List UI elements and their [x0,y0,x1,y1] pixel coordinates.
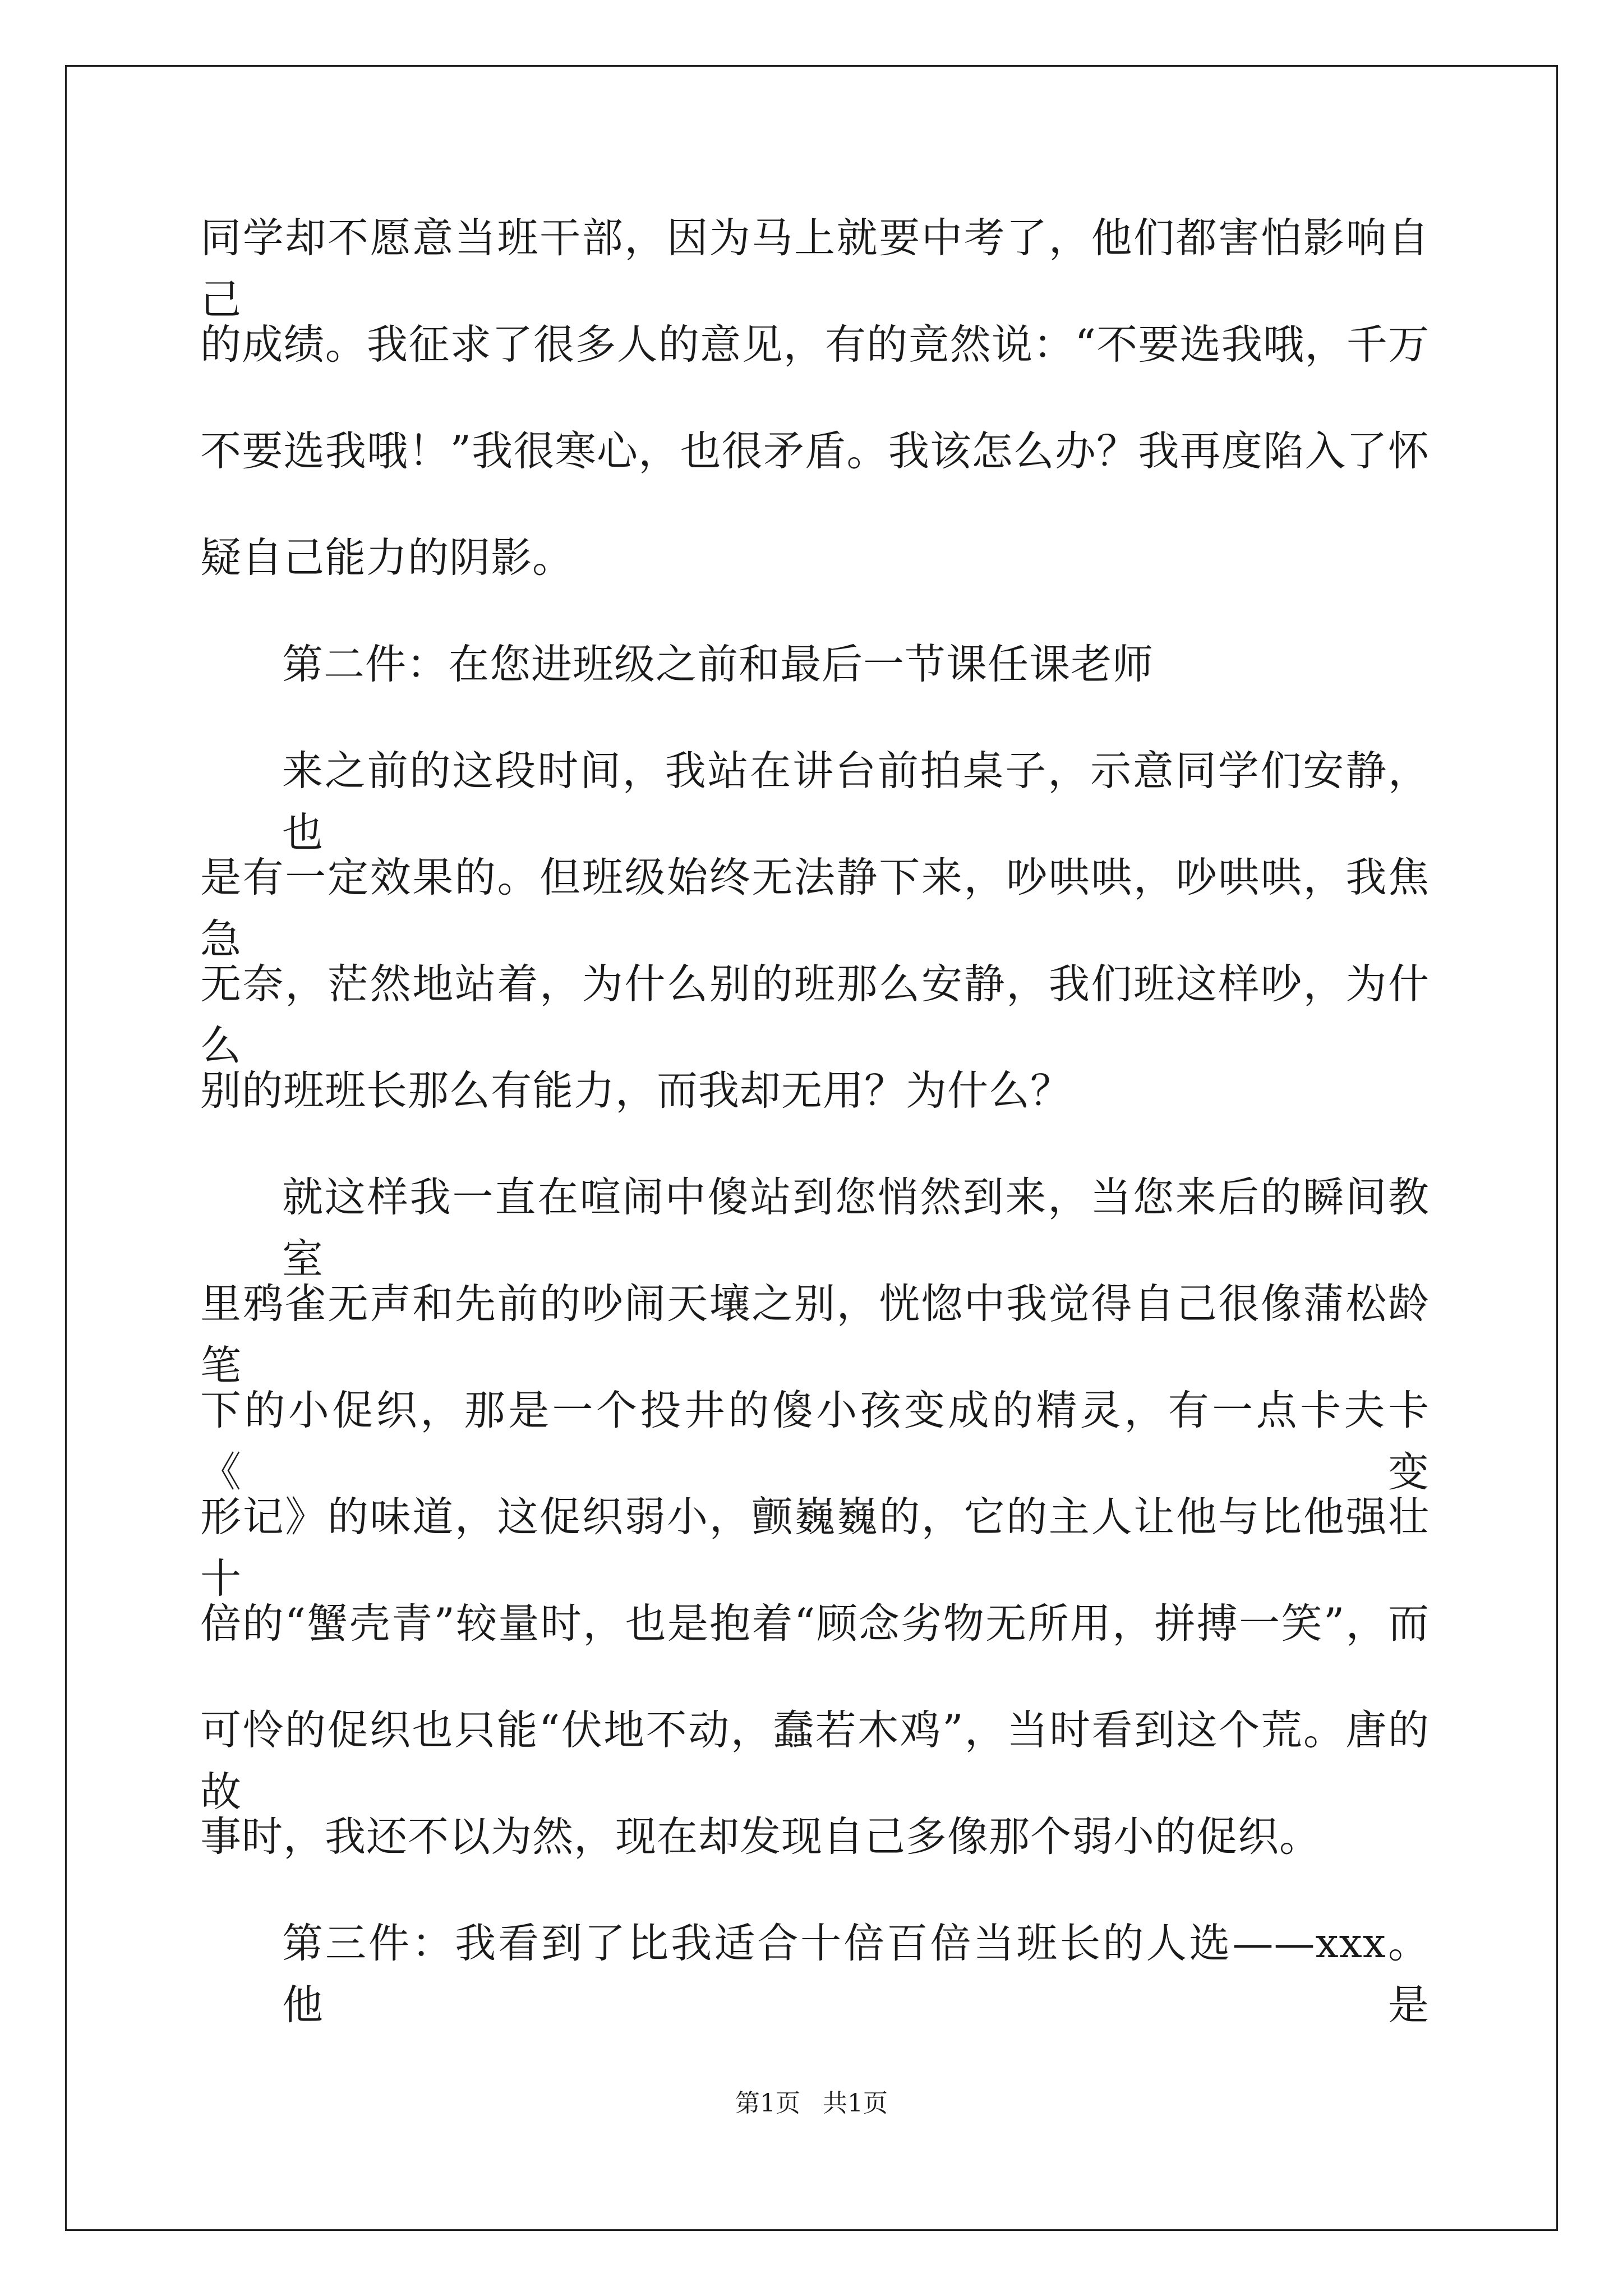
text-line: 事时，我还不以为然，现在却发现自己多像那个弱小的促织。 [200,1813,1321,1861]
text-line: 来之前的这段时间，我站在讲台前拍桌子，示意同学们安静，也 [282,747,1430,857]
text-line: 疑自己能力的阴影。 [200,534,574,582]
page-total: 共1页 [823,2089,888,2118]
text-line: 下的小促织，那是一个投井的傻小孩变成的精灵，有一点卡夫卡《变 [200,1387,1430,1496]
text-line: 倍的“蟹壳青”较量时，也是抱着“顾念劣物无所用，拼搏一笑”，而 [200,1600,1430,1648]
section-heading: 第二件：在您进班级之前和最后一节课任课老师 [282,641,1154,688]
text-line: 无奈，茫然地站着，为什么别的班那么安静，我们班这样吵，为什么 [200,960,1430,1070]
page-border [65,65,1558,2231]
text-line: 的成绩。我征求了很多人的意见，有的竟然说：“不要选我哦，千万 [200,321,1430,369]
page-number: 第1页 [735,2089,800,2118]
text-line: 可怜的促织也只能“伏地不动，蠢若木鸡”，当时看到这个荒。唐的故 [200,1706,1430,1816]
page-footer [0,2087,1623,2120]
text-line: 不要选我哦！”我很寒心，也很矛盾。我该怎么办？我再度陷入了怀 [200,427,1430,475]
text-line: 形记》的味道，这促织弱小，颤巍巍的，它的主人让他与比他强壮十 [200,1493,1430,1603]
text-line: 同学却不愿意当班干部，因为马上就要中考了，他们都害怕影响自己 [200,214,1430,324]
text-line: 就这样我一直在喧闹中傻站到您悄然到来，当您来后的瞬间教室 [282,1174,1430,1283]
text-line: 里鸦雀无声和先前的吵闹天壤之别，恍惚中我觉得自己很像蒲松龄笔 [200,1280,1430,1389]
section-heading: 第三件：我看到了比我适合十倍百倍当班长的人选——xxx。他是 [282,1920,1430,2029]
text-line: 是有一定效果的。但班级始终无法静下来，吵哄哄，吵哄哄，我焦急 [200,854,1430,963]
text-line: 别的班班长那么有能力，而我却无用？为什么？ [200,1067,1072,1115]
